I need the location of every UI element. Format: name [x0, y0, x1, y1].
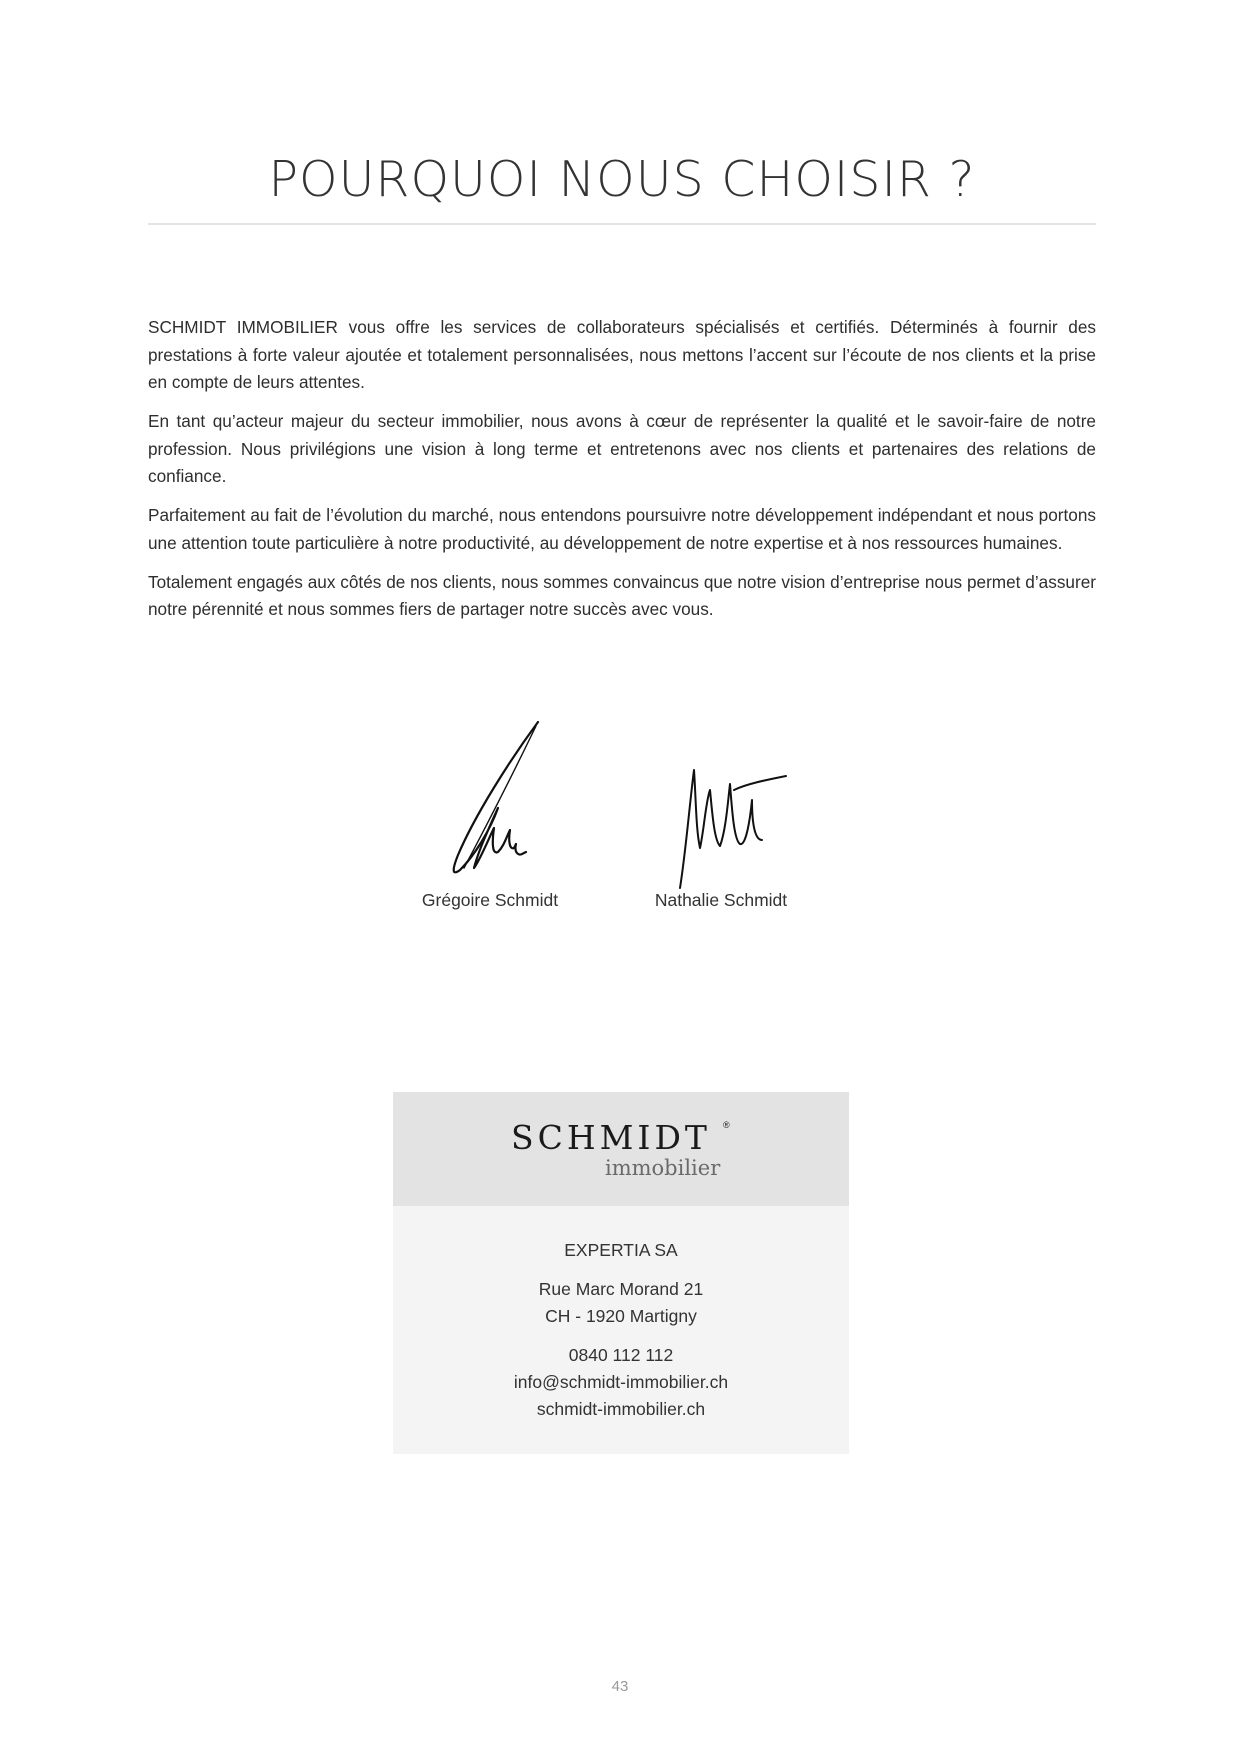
- logo-registered-mark: ®: [723, 1120, 730, 1130]
- title-divider: [148, 223, 1096, 225]
- signature-gregoire: [380, 720, 600, 911]
- address-street: Rue Marc Morand 21: [538, 1279, 704, 1299]
- paragraph-1: SCHMIDT IMMOBILIER vous offre les services de collaborateurs spécialisés et certifiés. Déterminés à fournir des prestations à forte valeur ajoutée et totalement personnalisées, nous mettons l’accent sur l’écoute de nos clients et la prise en compte de leurs attentes.: [148, 317, 1096, 392]
- paragraph-3: Parfaitement au fait de l’évolution du marché, nous entendons poursuivre notre développement indépendant et nous portons une attention toute particulière à notre productivité, au développement de notre expertise et à nos ressources humaines.: [148, 505, 1096, 553]
- signature-name-nathalie: Nathalie Schmidt: [654, 890, 788, 910]
- address-city: CH - 1920 Martigny: [545, 1306, 697, 1326]
- contact-card: [393, 1092, 849, 1454]
- signature-name-gregoire: Grégoire Schmidt: [421, 890, 559, 910]
- paragraph-2: En tant qu’acteur majeur du secteur immobilier, nous avons à cœur de représenter la qualité et le savoir-faire de notre profession. Nous privilégions une vision à long terme et entretenons avec nos clients et partenaires des relations de confiance.: [148, 411, 1096, 486]
- page-number: 43: [611, 1678, 629, 1695]
- email-address[interactable]: info@schmidt-immobilier.ch: [513, 1372, 729, 1392]
- page-title: POURQUOI NOUS CHOISIR ?: [268, 151, 976, 208]
- signature-nathalie-graphic: [616, 760, 826, 890]
- signature-gregoire-graphic: [380, 720, 600, 890]
- body-text: [148, 314, 1096, 635]
- company-logo: [393, 1092, 849, 1206]
- logo-wordmark: SCHMIDT: [511, 1118, 711, 1157]
- contact-details: [393, 1206, 849, 1454]
- website-link[interactable]: schmidt-immobilier.ch: [536, 1399, 706, 1419]
- company-name: EXPERTIA SA: [564, 1240, 678, 1260]
- logo-subtitle: immobilier: [605, 1156, 721, 1180]
- signature-nathalie: [616, 760, 826, 911]
- paragraph-4: Totalement engagés aux côtés de nos clients, nous sommes convaincus que notre vision d’entreprise nous permet d’assurer notre pérennité et nous sommes fiers de partager notre succès avec vous.: [148, 571, 1096, 619]
- phone-number: 0840 112 112: [568, 1345, 674, 1365]
